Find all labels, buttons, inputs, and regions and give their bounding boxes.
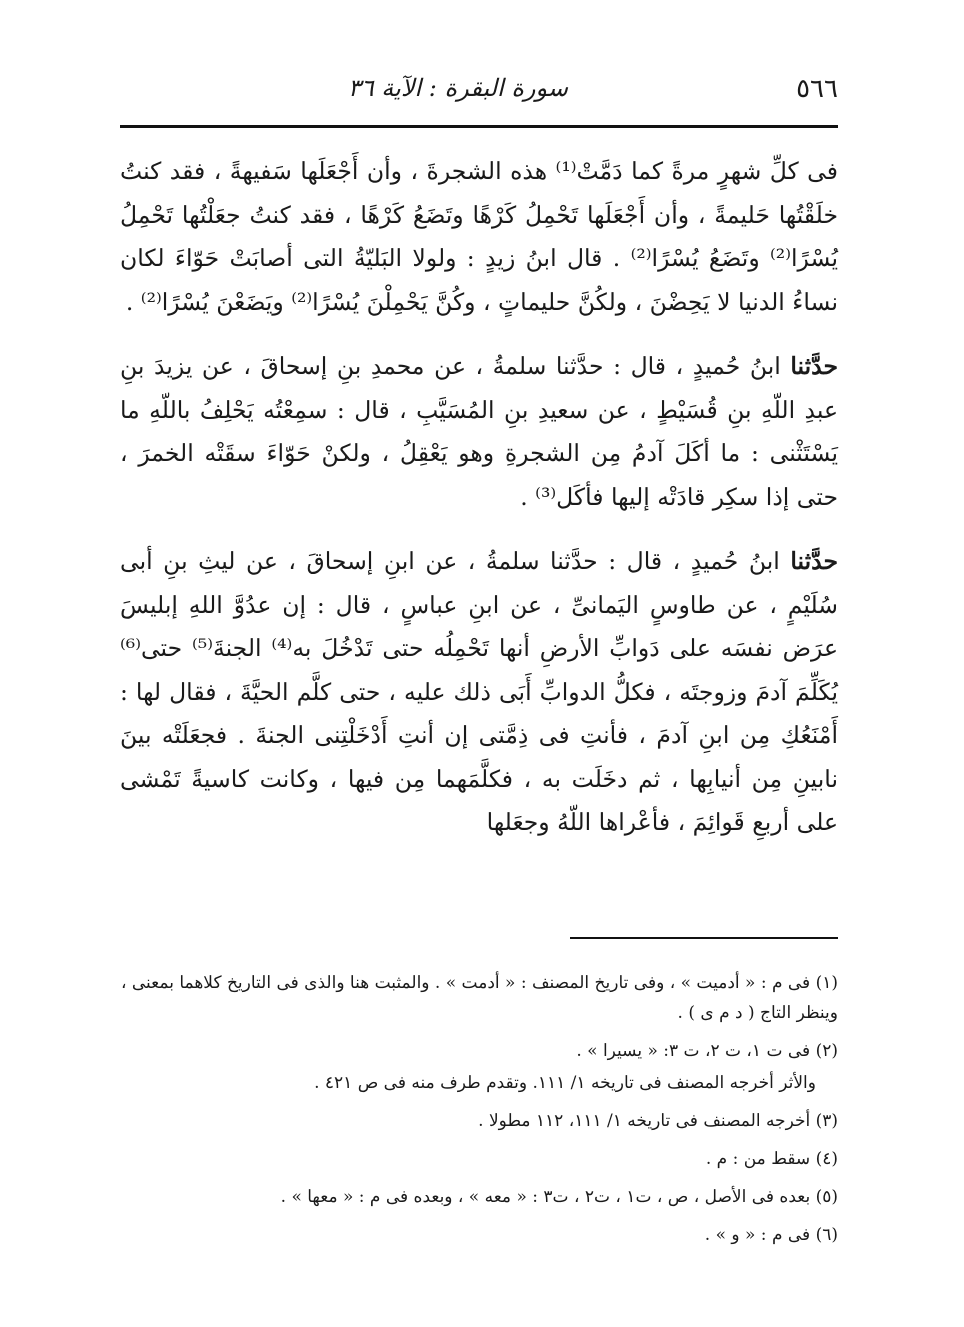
- footnotes: [120, 968, 838, 1258]
- paragraph: [120, 150, 838, 324]
- paragraph-lead: حدَّثنا: [790, 547, 838, 575]
- footnote: (٢) فى ت ١، ت ٢، ت ٣: « يسيرا » .: [576, 1041, 838, 1061]
- footnote: (٤) سقط من : م .: [705, 1149, 838, 1169]
- page-number: ٥٦٦: [796, 74, 838, 104]
- paragraph-text: ابنُ حُميدٍ ، قال : حدَّثنا سلمةُ ، عن ابنِ إسحاقَ ، عن ليثِ بنِ أبى سُلَيْمٍ ، عن طاوسٍ اليَمانىِّ ، عن ابنِ عباسٍ ، قال : إن عدُوَّ اللهِ إبليسَ عرَض نفسَه على دَوابِّ الأرضِ أنها تَحْمِلُه حتى تَدْخُلَ به⁽⁴⁾ الجنةَ⁽⁵⁾ حتى⁽⁶⁾ يُكَلِّمَ آدمَ وزوجتَه ، فكلُّ الدوابِّ أَبَى ذلك عليه ، حتى كلَّم الحيَّةَ ، فقال لها : أَمْنَعُكِ مِن ابنِ آدمَ ، فأنتِ فى ذِمَّتى إن أنتِ أَدْخَلْتِنى الجنةَ . فجعَلَتْه بينَ نابينِ مِن أنيابِها ، ثم دخَلَت به ، فكلَّمَهما مِن فيها ، وكانت كاسيةً تَمْشى على أربعِ قَوائِمَ ، فأعْراها اللّهُ وجعَلها: [120, 547, 838, 836]
- paragraph-text: ابنُ حُميدٍ ، قال : حدَّثنا سلمةُ ، عن محمدِ بنِ إسحاقَ ، عن يزيدَ بنِ عبدِ اللّهِ بنِ قُسَيْطٍ ، عن سعيدِ بنِ المُسَيَّبِ ، قال : سمِعْتُه يَحْلِفُ باللّهِ ما يَسْتَثْنى : ما أكَلَ آدمُ مِن الشجرةِ وهو يَعْقِلُ ، ولكنْ حَوّاءَ سقَتْه الخمرَ ، حتى إذا سكِر قادَتْه إليها فأكَل⁽³⁾ .: [120, 352, 838, 511]
- paragraph: [120, 345, 838, 519]
- running-title: سورة البقرة : الآية ٣٦: [347, 74, 568, 102]
- header-rule: [120, 125, 838, 128]
- footnote-continuation: والأثر أخرجه المصنف فى تاريخه ١/ ١١١. وتقدم طرف منه فى ص ٤٢١ .: [314, 1073, 816, 1093]
- paragraph-lead: حدَّثنا: [790, 352, 838, 380]
- footnote: (٥) بعده فى الأصل ، ص ، ت١ ، ت٢ ، ت٣ : « معه » ، وبعده فى م : « معها » .: [280, 1187, 838, 1207]
- footnote: (١) فى م : « أدميت » ، وفى تاريخ المصنف : « أدمت » . والمثبت هنا والذى فى التاريخ كلاهما بمعنى ، وينظر التاج ( د م ى ) .: [120, 973, 838, 1023]
- footnote: (٣) أخرجه المصنف فى تاريخه ١/ ١١١، ١١٢ مطولا .: [478, 1111, 838, 1131]
- main-text: [120, 150, 838, 866]
- paragraph: [120, 540, 838, 845]
- paragraph-text: فى كلِّ شهرٍ مرةً كما دَمَّتْ⁽¹⁾ هذه الشجرةَ ، وأن أَجْعَلَها سَفيهةً ، فقد كنتُ خلَقْتُها حَليمةً ، وأن أَجْعَلَها تَحْمِلُ كَرْهًا وتَضَعُ كَرْهًا ، فقد كنتُ جعَلْتُها تَحْمِلُ يُسْرًا⁽²⁾ وتَضَعُ يُسْرًا⁽²⁾ . قال ابنُ زيدٍ : ولولا البَليّةُ التى أصابَتْ حَوّاءَ لكان نساءُ الدنيا لا يَحِضْنَ ، ولكُنَّ حليماتٍ ، وكُنَّ يَحْمِلْنَ يُسْرًا⁽²⁾ ويَضَعْنَ يُسْرًا⁽²⁾ .: [120, 157, 838, 316]
- footnote-rule: [570, 937, 838, 939]
- page-header: [120, 66, 838, 114]
- footnote: (٦) فى م : « و » .: [704, 1225, 838, 1245]
